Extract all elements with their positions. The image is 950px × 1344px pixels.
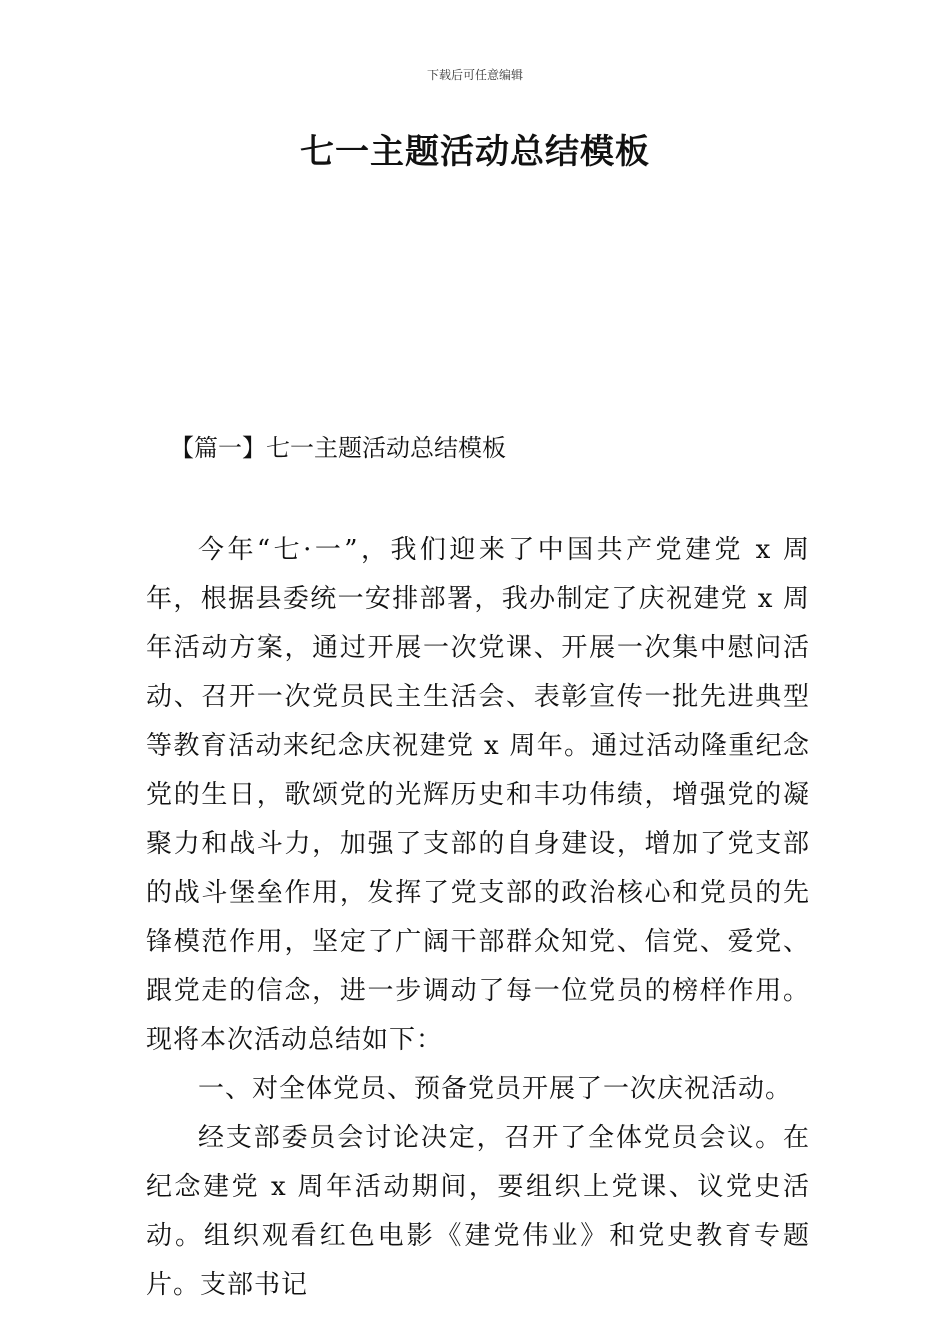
section-heading: 【篇一】七一主题活动总结模板 <box>170 434 506 462</box>
header-note: 下载后可任意编辑 <box>426 68 523 82</box>
paragraph: 一、对全体党员、预备党员开展了一次庆祝活动。 <box>198 1074 793 1104</box>
document-title: 七一主题活动总结模板 <box>300 132 650 172</box>
paragraph: 今年“七·一”，我们迎来了中国共产党建党 x 周年，根据县委统一安排部署，我办制定了庆祝建党 x 周年活动方案，通过开展一次党课、开展一次集中慰问活动、召开一次党员民主生活会、表彰宣传一批先进典型等教育活动来纪念庆祝建党 x 周年。通过活动隆重纪念党的生日，歌颂党的光辉历史和丰功伟绩，增强党的凝聚力和战斗力，加强了支部的自身建设，增加了党支部的战斗堡垒作用，发挥了党支部的政治核心和党员的先锋模范作用，坚定了广阔干部群众知党、信党、爱党、跟党走的信念，进一步调动了每一位党员的榜样作用。现将本次活动总结如下： <box>146 535 810 1055</box>
body-text <box>146 526 810 1310</box>
paragraph: 经支部委员会讨论决定，召开了全体党员会议。在纪念建党 x 周年活动期间，要组织上党课、议党史活动。组织观看红色电影《建党伟业》和党史教育专题片。支部书记 <box>146 1123 810 1300</box>
